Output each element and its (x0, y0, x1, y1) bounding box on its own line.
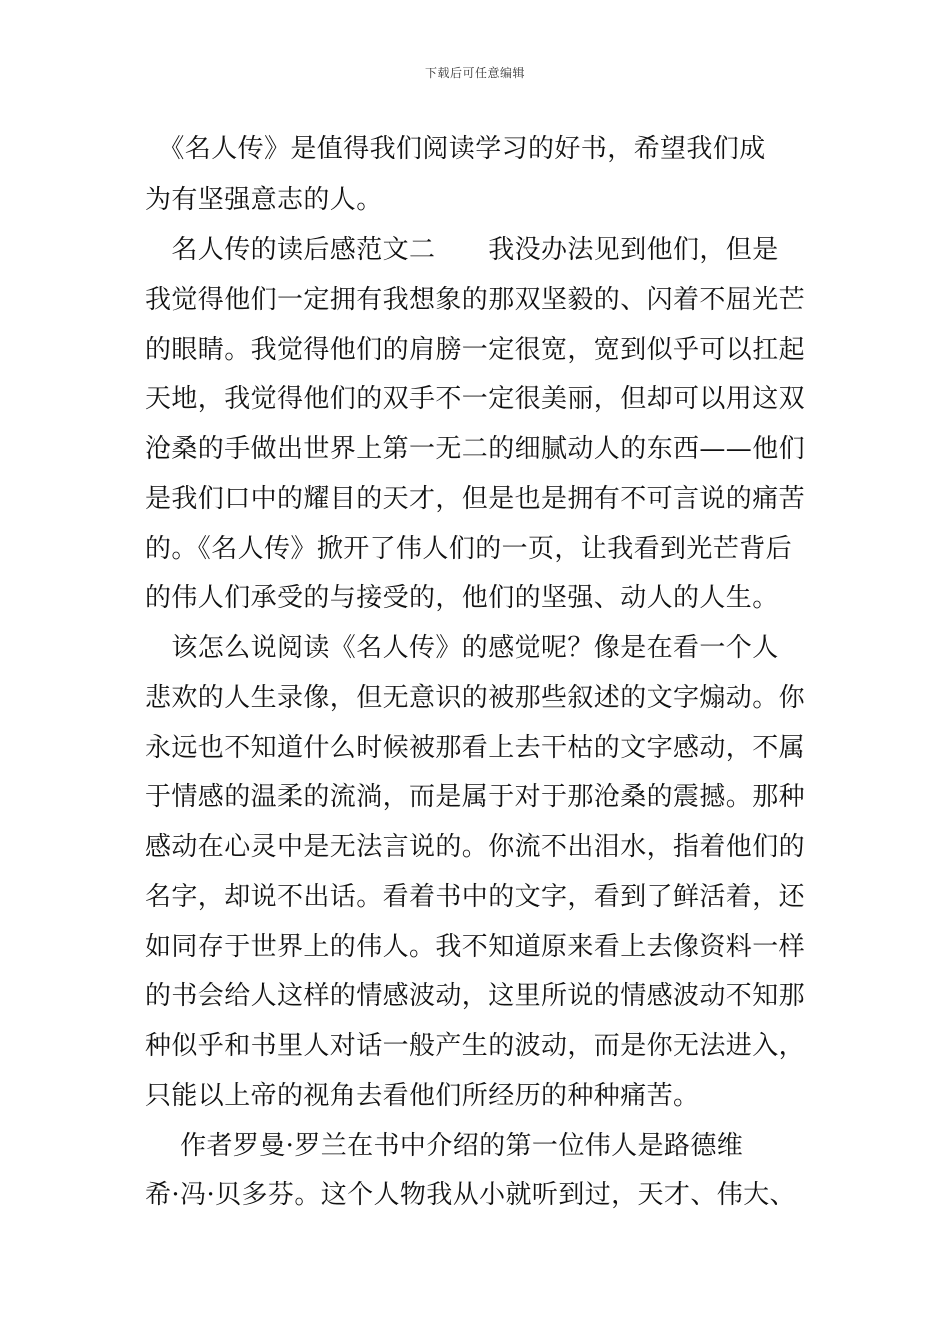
text-line: 感动在心灵中是无法言说的。你流不出泪水，指着他们的 (145, 832, 806, 862)
text-line: 的。《名人传》掀开了伟人们的一页，让我看到光芒背后 (145, 534, 793, 564)
text-line: 是我们口中的耀目的天才，但是也是拥有不可言说的痛苦 (145, 484, 806, 514)
text-line: 如同存于世界上的伟人。我不知道原来看上去像资料一样 (145, 932, 806, 962)
text-line: 沧桑的手做出世界上第一无二的细腻动人的东西——他们 (145, 434, 806, 464)
text-line: 名字，却说不出话。看着书中的文字，看到了鲜活着，还 (145, 882, 806, 912)
text-line: 于情感的温柔的流淌，而是属于对于那沧桑的震撼。那种 (145, 782, 806, 812)
text-line: 的眼睛。我觉得他们的肩膀一定很宽，宽到似乎可以扛起 (145, 335, 806, 365)
text-line: 只能以上帝的视角去看他们所经历的种种痛苦。 (145, 1081, 700, 1111)
text-line: 为有坚强意志的人。 (145, 185, 383, 215)
text-line: 天地，我觉得他们的双手不一定很美丽，但却可以用这双 (145, 384, 806, 414)
text-line: 种似乎和书里人对话一般产生的波动，而是你无法进入， (145, 1031, 806, 1061)
page-header: 下载后可任意编辑 (424, 66, 525, 80)
text-line: 的书会给人这样的情感波动，这里所说的情感波动不知那 (145, 981, 806, 1011)
text-line: 该怎么说阅读《名人传》的感觉呢？像是在看一个人 (145, 633, 779, 663)
text-line: 我觉得他们一定拥有我想象的那双坚毅的、闪着不屈光芒 (145, 285, 806, 315)
text-line: 《名人传》是值得我们阅读学习的好书，希望我们成 (145, 134, 766, 164)
text-line: 的伟人们承受的与接受的，他们的坚强、动人的人生。 (145, 583, 779, 613)
text-line: 名人传的读后感范文二 我没办法见到他们，但是 (145, 235, 779, 265)
text-line: 永远也不知道什么时候被那看上去干枯的文字感动，不属 (145, 733, 806, 763)
text-line: 希·冯·贝多芬。这个人物我从小就听到过，天才、伟大、 (145, 1180, 796, 1210)
text-line: 悲欢的人生录像，但无意识的被那些叙述的文字煽动。你 (145, 683, 806, 713)
text-line: 作者罗曼·罗兰在书中介绍的第一位伟人是路德维 (145, 1131, 744, 1161)
